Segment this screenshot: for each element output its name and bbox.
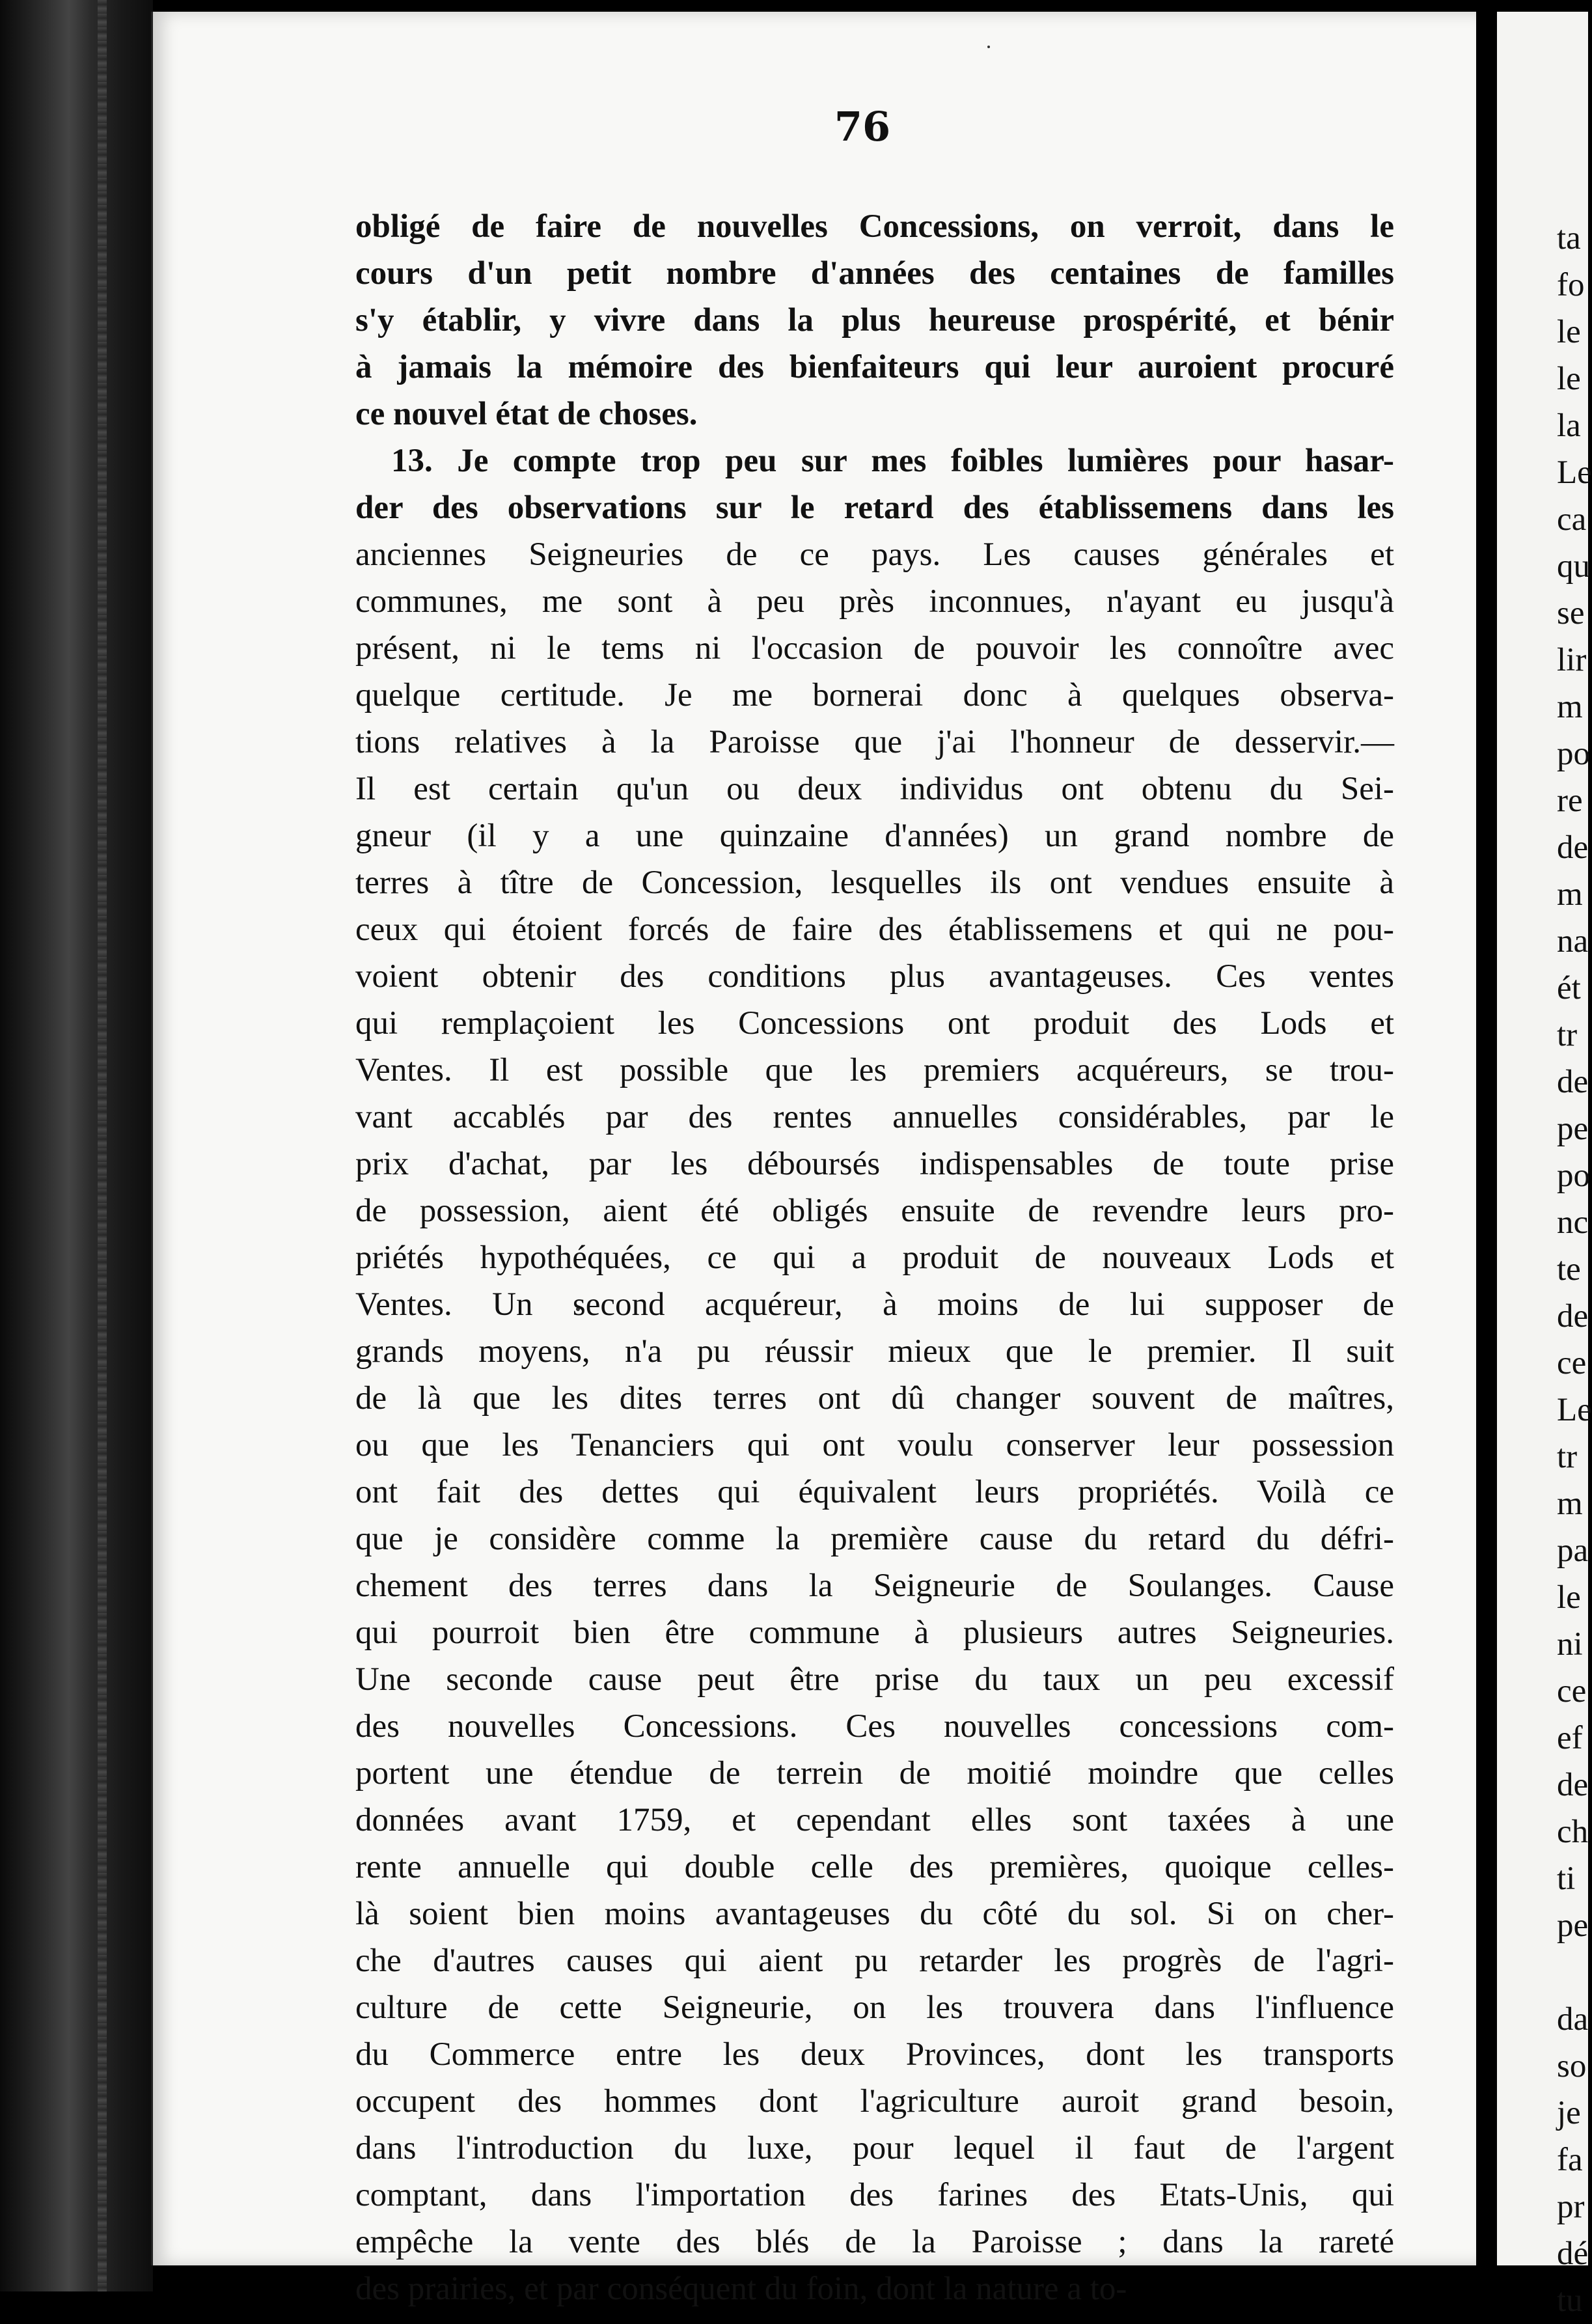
adjacent-page-fragment: dé — [1557, 2235, 1589, 2272]
text-line: Ventes. Il est possible que les premiers acquéreurs, se trou- — [355, 1052, 1394, 1088]
book-binding-edge — [0, 0, 153, 2291]
text-line: grands moyens, n'a pu réussir mieux que le premier. Il suit — [355, 1333, 1394, 1370]
adjacent-page-fragment: se — [1557, 595, 1585, 631]
text-line: gneur (il y a une quinzaine d'années) un grand nombre de — [355, 818, 1394, 854]
text-line: occupent des hommes dont l'agriculture auroit grand besoin, — [355, 2083, 1394, 2120]
adjacent-page-fragment: m — [1557, 1486, 1583, 1522]
text-line: Ventes. Un second acquéreur, à moins de lui supposer de — [355, 1286, 1394, 1323]
adjacent-page-fragment: le — [1557, 314, 1581, 350]
text-line: empêche la vente des blés de la Paroisse ; dans la rareté — [355, 2224, 1394, 2260]
text-line: terres à tître de Concession, lesquelles ils ont vendues ensuite à — [355, 865, 1394, 901]
adjacent-page-fragment: po — [1557, 1157, 1590, 1194]
text-line: dans l'introduction du luxe, pour lequel il faut de l'argent — [355, 2130, 1394, 2166]
text-line: qui remplaçoient les Concessions ont produit des Lods et — [355, 1005, 1394, 1042]
adjacent-page-fragment: m — [1557, 689, 1583, 725]
text-line: présent, ni le tems ni l'occasion de pouvoir les connoître avec — [355, 630, 1394, 667]
text-line: à jamais la mémoire des bienfaiteurs qui leur auroient procuré — [355, 349, 1394, 385]
text-line: culture de cette Seigneurie, on les trouvera dans l'influence — [355, 1989, 1394, 2026]
adjacent-page-fragment: ce — [1557, 1345, 1587, 1381]
text-line: données avant 1759, et cependant elles sont taxées à une — [355, 1802, 1394, 1838]
adjacent-page-fragment: tr — [1557, 1439, 1578, 1475]
adjacent-page-fragment: la — [1557, 408, 1581, 444]
adjacent-page-edge — [1497, 12, 1592, 2319]
adjacent-page-fragment: pe — [1557, 1907, 1589, 1944]
adjacent-page-fragment: Le — [1557, 1392, 1592, 1428]
text-line: obligé de faire de nouvelles Concessions, on verroit, dans le — [355, 208, 1394, 245]
text-line: s'y établir, y vivre dans la plus heureuse prospérité, et bénir — [355, 302, 1394, 339]
text-line: tions relatives à la Paroisse que j'ai l'honneur de desservir.— — [355, 724, 1394, 760]
adjacent-page-fragment: ca — [1557, 501, 1587, 538]
adjacent-page-fragment — [1557, 1949, 1592, 1996]
adjacent-page-fragment: ch — [1557, 1814, 1589, 1850]
text-line: ou que les Tenanciers qui ont voulu conserver leur possession — [355, 1427, 1394, 1463]
adjacent-page-fragment: de — [1557, 1064, 1589, 1100]
adjacent-page-fragment: na — [1557, 923, 1589, 960]
adjacent-page-fragment: so — [1557, 2048, 1587, 2084]
text-line: que je considère comme la première cause du retard du défri- — [355, 1521, 1394, 1557]
text-line: der des observations sur le retard des établissemens dans les — [355, 490, 1394, 526]
text-line: rente annuelle qui double celle des premières, quoique celles- — [355, 1849, 1394, 1885]
text-line: che d'autres causes qui aient pu retarder les progrès de l'agri- — [355, 1943, 1394, 1979]
page-gutter — [1476, 0, 1498, 2291]
adjacent-page-fragment: te — [1557, 1251, 1581, 1288]
page-number: 76 — [834, 103, 891, 150]
text-line: comptant, dans l'importation des farines des Etats-Unis, qui — [355, 2177, 1394, 2213]
text-line: de possession, aient été obligés ensuite de revendre leurs pro- — [355, 1193, 1394, 1229]
text-line: ceux qui étoient forcés de faire des établissemens et qui ne pou- — [355, 911, 1394, 948]
text-line: ont fait des dettes qui équivalent leurs propriétés. Voilà ce — [355, 1474, 1394, 1510]
adjacent-page-fragment: ta — [1557, 220, 1581, 256]
adjacent-page-fragment: Le — [1557, 454, 1592, 491]
adjacent-page-fragment: re — [1557, 782, 1583, 819]
adjacent-page-fragment: de — [1557, 1298, 1589, 1335]
adjacent-page-fragment: le — [1557, 1579, 1581, 1616]
text-line: communes, me sont à peu près inconnues, n'ayant eu jusqu'à — [355, 583, 1394, 620]
adjacent-page-fragment: da — [1557, 2001, 1589, 2038]
text-line: du Commerce entre les deux Provinces, dont les transports — [355, 2036, 1394, 2073]
adjacent-page-fragment: nc — [1557, 1204, 1589, 1241]
adjacent-page-fragment: po — [1557, 736, 1590, 772]
text-line: des prairies, et par conséquent du foin, dont la nature a to- — [355, 2271, 1127, 2307]
adjacent-page-fragment: de — [1557, 1767, 1589, 1803]
text-line: chement des terres dans la Seigneurie de Soulanges. Cause — [355, 1568, 1394, 1604]
ink-speck — [987, 46, 990, 48]
text-line: Une seconde cause peut être prise du taux un peu excessif — [355, 1661, 1394, 1698]
text-line: quelque certitude. Je me bornerai donc à quelques observa- — [355, 677, 1394, 713]
text-line: anciennes Seigneuries de ce pays. Les causes générales et — [355, 536, 1394, 573]
text-line: Il est certain qu'un ou deux individus ont obtenu du Sei- — [355, 771, 1394, 807]
adjacent-page-text — [1557, 215, 1592, 2324]
adjacent-page-fragment: ti — [1557, 1861, 1576, 1897]
adjacent-page-fragment: pe — [1557, 1111, 1589, 1147]
adjacent-page-fragment: je — [1557, 2095, 1581, 2131]
adjacent-page-fragment: qu — [1557, 548, 1590, 585]
text-line: cours d'un petit nombre d'années des centaines de familles — [355, 255, 1394, 292]
text-line: là soient bien moins avantageuses du côté du sol. Si on cher- — [355, 1896, 1394, 1932]
adjacent-page-fragment: fo — [1557, 267, 1585, 303]
adjacent-page-fragment: tu — [1557, 2282, 1583, 2319]
adjacent-page-fragment: pa — [1557, 1532, 1589, 1569]
body-text — [355, 203, 1394, 2312]
adjacent-page-fragment: tr — [1557, 1017, 1578, 1053]
text-line: vant accablés par des rentes annuelles considérables, par le — [355, 1099, 1394, 1135]
adjacent-page-fragment: fa — [1557, 2142, 1583, 2178]
text-line: des nouvelles Concessions. Ces nouvelles concessions com- — [355, 1708, 1394, 1745]
text-line: ce nouvel état de choses. — [355, 396, 698, 432]
adjacent-page-fragment: ét — [1557, 970, 1581, 1006]
text-line: de là que les dites terres ont dû changer souvent de maîtres, — [355, 1380, 1394, 1417]
text-line: priétés hypothéquées, ce qui a produit de nouveaux Lods et — [355, 1239, 1394, 1276]
adjacent-page-fragment: le — [1557, 361, 1581, 397]
adjacent-page-fragment: ce — [1557, 1673, 1587, 1709]
adjacent-page-fragment: ni — [1557, 1626, 1583, 1663]
adjacent-page-fragment: pr — [1557, 2189, 1585, 2225]
text-line: prix d'achat, par les déboursés indispensables de toute prise — [355, 1146, 1394, 1182]
text-line: qui pourroit bien être commune à plusieurs autres Seigneuries. — [355, 1614, 1394, 1651]
adjacent-page-fragment: ef — [1557, 1720, 1583, 1756]
adjacent-page-fragment: de — [1557, 829, 1589, 866]
text-line: portent une étendue de terrein de moitié moindre que celles — [355, 1755, 1394, 1791]
adjacent-page-fragment: m — [1557, 876, 1583, 913]
adjacent-page-fragment: lir — [1557, 642, 1587, 678]
text-line: 13. Je compte trop peu sur mes foibles lumières pour hasar- — [391, 443, 1394, 479]
text-line: voient obtenir des conditions plus avantageuses. Ces ventes — [355, 958, 1394, 995]
